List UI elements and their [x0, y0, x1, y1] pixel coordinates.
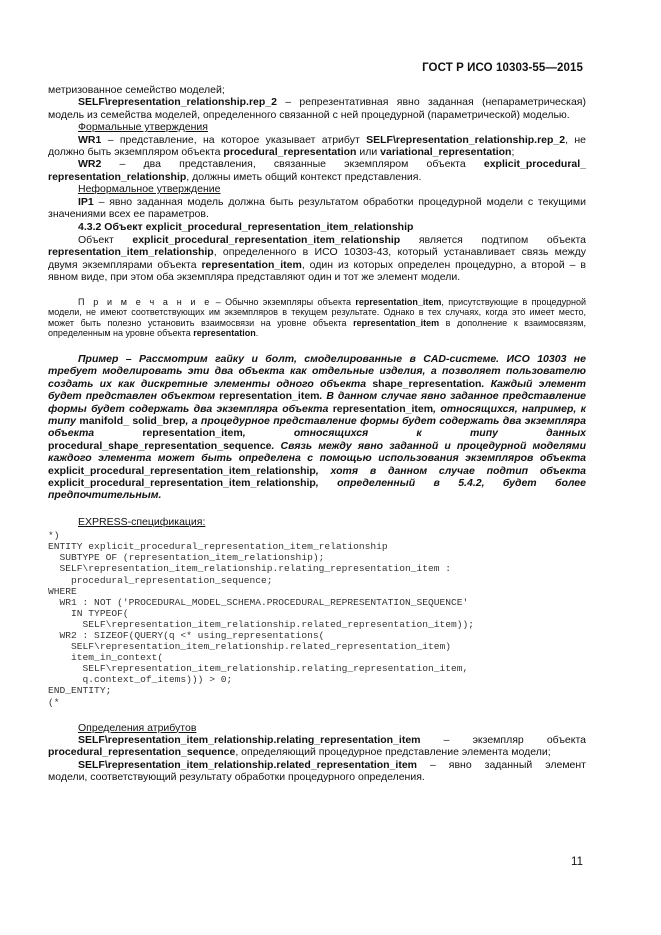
paragraph-rep2: SELF\representation_relationship.rep_2 – репрезентативная явно заданная (непараметрическая) модель из семейства моделей, определенного связанной с ней процедурной (параметрической) моделью. — [48, 96, 586, 121]
formal-rules-heading: Формальные утверждения — [78, 121, 208, 134]
standard-header: ГОСТ Р ИСО 10303-55—2015 — [422, 62, 583, 74]
note-label: П р и м е ч а н и е — [78, 296, 212, 307]
section-paragraph: Объект explicit_procedural_representation_item_relationship является подтипом объекта representation_item_relationship, определенного в ИСО 10303-43, который устанавливает связь между двумя экземплярами объекта representation_item, один из которых определен процедурно, а второй – в явном виде, при этом оба экземпляра представляют один и тот же элемент модели. — [48, 233, 586, 284]
note-paragraph: П р и м е ч а н и е – Обычно экземпляры объекта representation_item, присутствующие в процедурной модели, не имеют соответствующих им экземпляров в текущем результате. Однако в тех случаях, когда это имеет место, может быть полезно установить взаимосвязи на уровне объекта representation_item в дополнение к взаимосвязям, определенным на уровне объекта representation. — [48, 296, 586, 339]
page-content — [48, 84, 586, 784]
paragraph-continuation: метризованное семейство моделей; — [48, 84, 225, 96]
rule-wr2: WR2 – два представления, связанные экземпляром объекта explicit_procedural_ representation_relationship, должны иметь общий контекст представления. — [48, 158, 586, 183]
attribute-definitions-heading: Определения атрибутов — [78, 721, 197, 734]
page-number: 11 — [571, 856, 583, 868]
definition-related-item: SELF\representation_item_relationship.related_representation_item – явно заданный элемент модели, соответствующий результату обработки процедурного определения. — [48, 758, 586, 784]
express-spec-heading: EXPRESS-спецификация: — [78, 515, 206, 528]
example-paragraph: Пример – Рассмотрим гайку и болт, смоделированные в CAD-системе. ИСО 10303 не требует моделировать эти два объекта как отдельные изделия, а позволяет пользователю создать их как дискретные элементы одного объекта shape_representation. Каждый элемент будет представлен объектом representation_item. В данном случае явно заданное представление формы будет содержать два экземпляра объекта representation_item, относящихся, например, к типу manifold_ solid_brep, а процедурное представление формы будет содержать два экземпляра объекта representation_item, относящихся к типу данных procedural_shape_representation_sequence. Связь между явно заданной и процедурной моделями каждого элемента может быть определена с помощью использования экземпляров объекта explicit_procedural_representation_item_relationship, хотя в данном случае подтип объекта explicit_procedural_representation_item_relationship, определенный в 5.4.2, будет более предпочтительным. — [48, 352, 587, 502]
proposition-ip1: IP1 – явно заданная модель должна быть результатом обработки процедурной модели с текущими значениями всех ее параметров. — [48, 195, 586, 221]
express-code-block: *) ENTITY explicit_procedural_representation_item_relationship SUBTYPE OF (representation_item_relationship); SELF\representation_item_relationship.relating_representation_item : procedural_representation_sequence; WHERE WR1 : NOT ('PROCEDURAL_MODEL_SCHEMA.PROCEDURAL_REPRESENTATION_SEQUENCE' IN TYPEOF( SELF\representation_item_relationship.related_representation_item)); WR2 : SIZEOF(QUERY(q <* using_representations( SELF\representation_item_relationship.related_representation_item) item_in_context( SELF\representation_item_relationship.relating_representation_item, q.context_of_items))) > 0; END_ENTITY; (* — [48, 530, 475, 708]
rule-wr1: WR1 – представление, на которое указывает атрибут SELF\representation_relationship.rep_2, не должно быть экземпляром объекта procedural_representation или variational_representation; — [48, 133, 586, 159]
informal-proposition-heading: Неформальное утверждение — [78, 183, 221, 196]
definition-relating-item: SELF\representation_item_relationship.relating_representation_item – экземпляр объекта procedural_representation_sequence, определяющий процедурное представление элемента модели; — [48, 734, 586, 759]
section-heading: 4.3.2 Объект explicit_procedural_representation_item_relationship — [78, 221, 414, 234]
